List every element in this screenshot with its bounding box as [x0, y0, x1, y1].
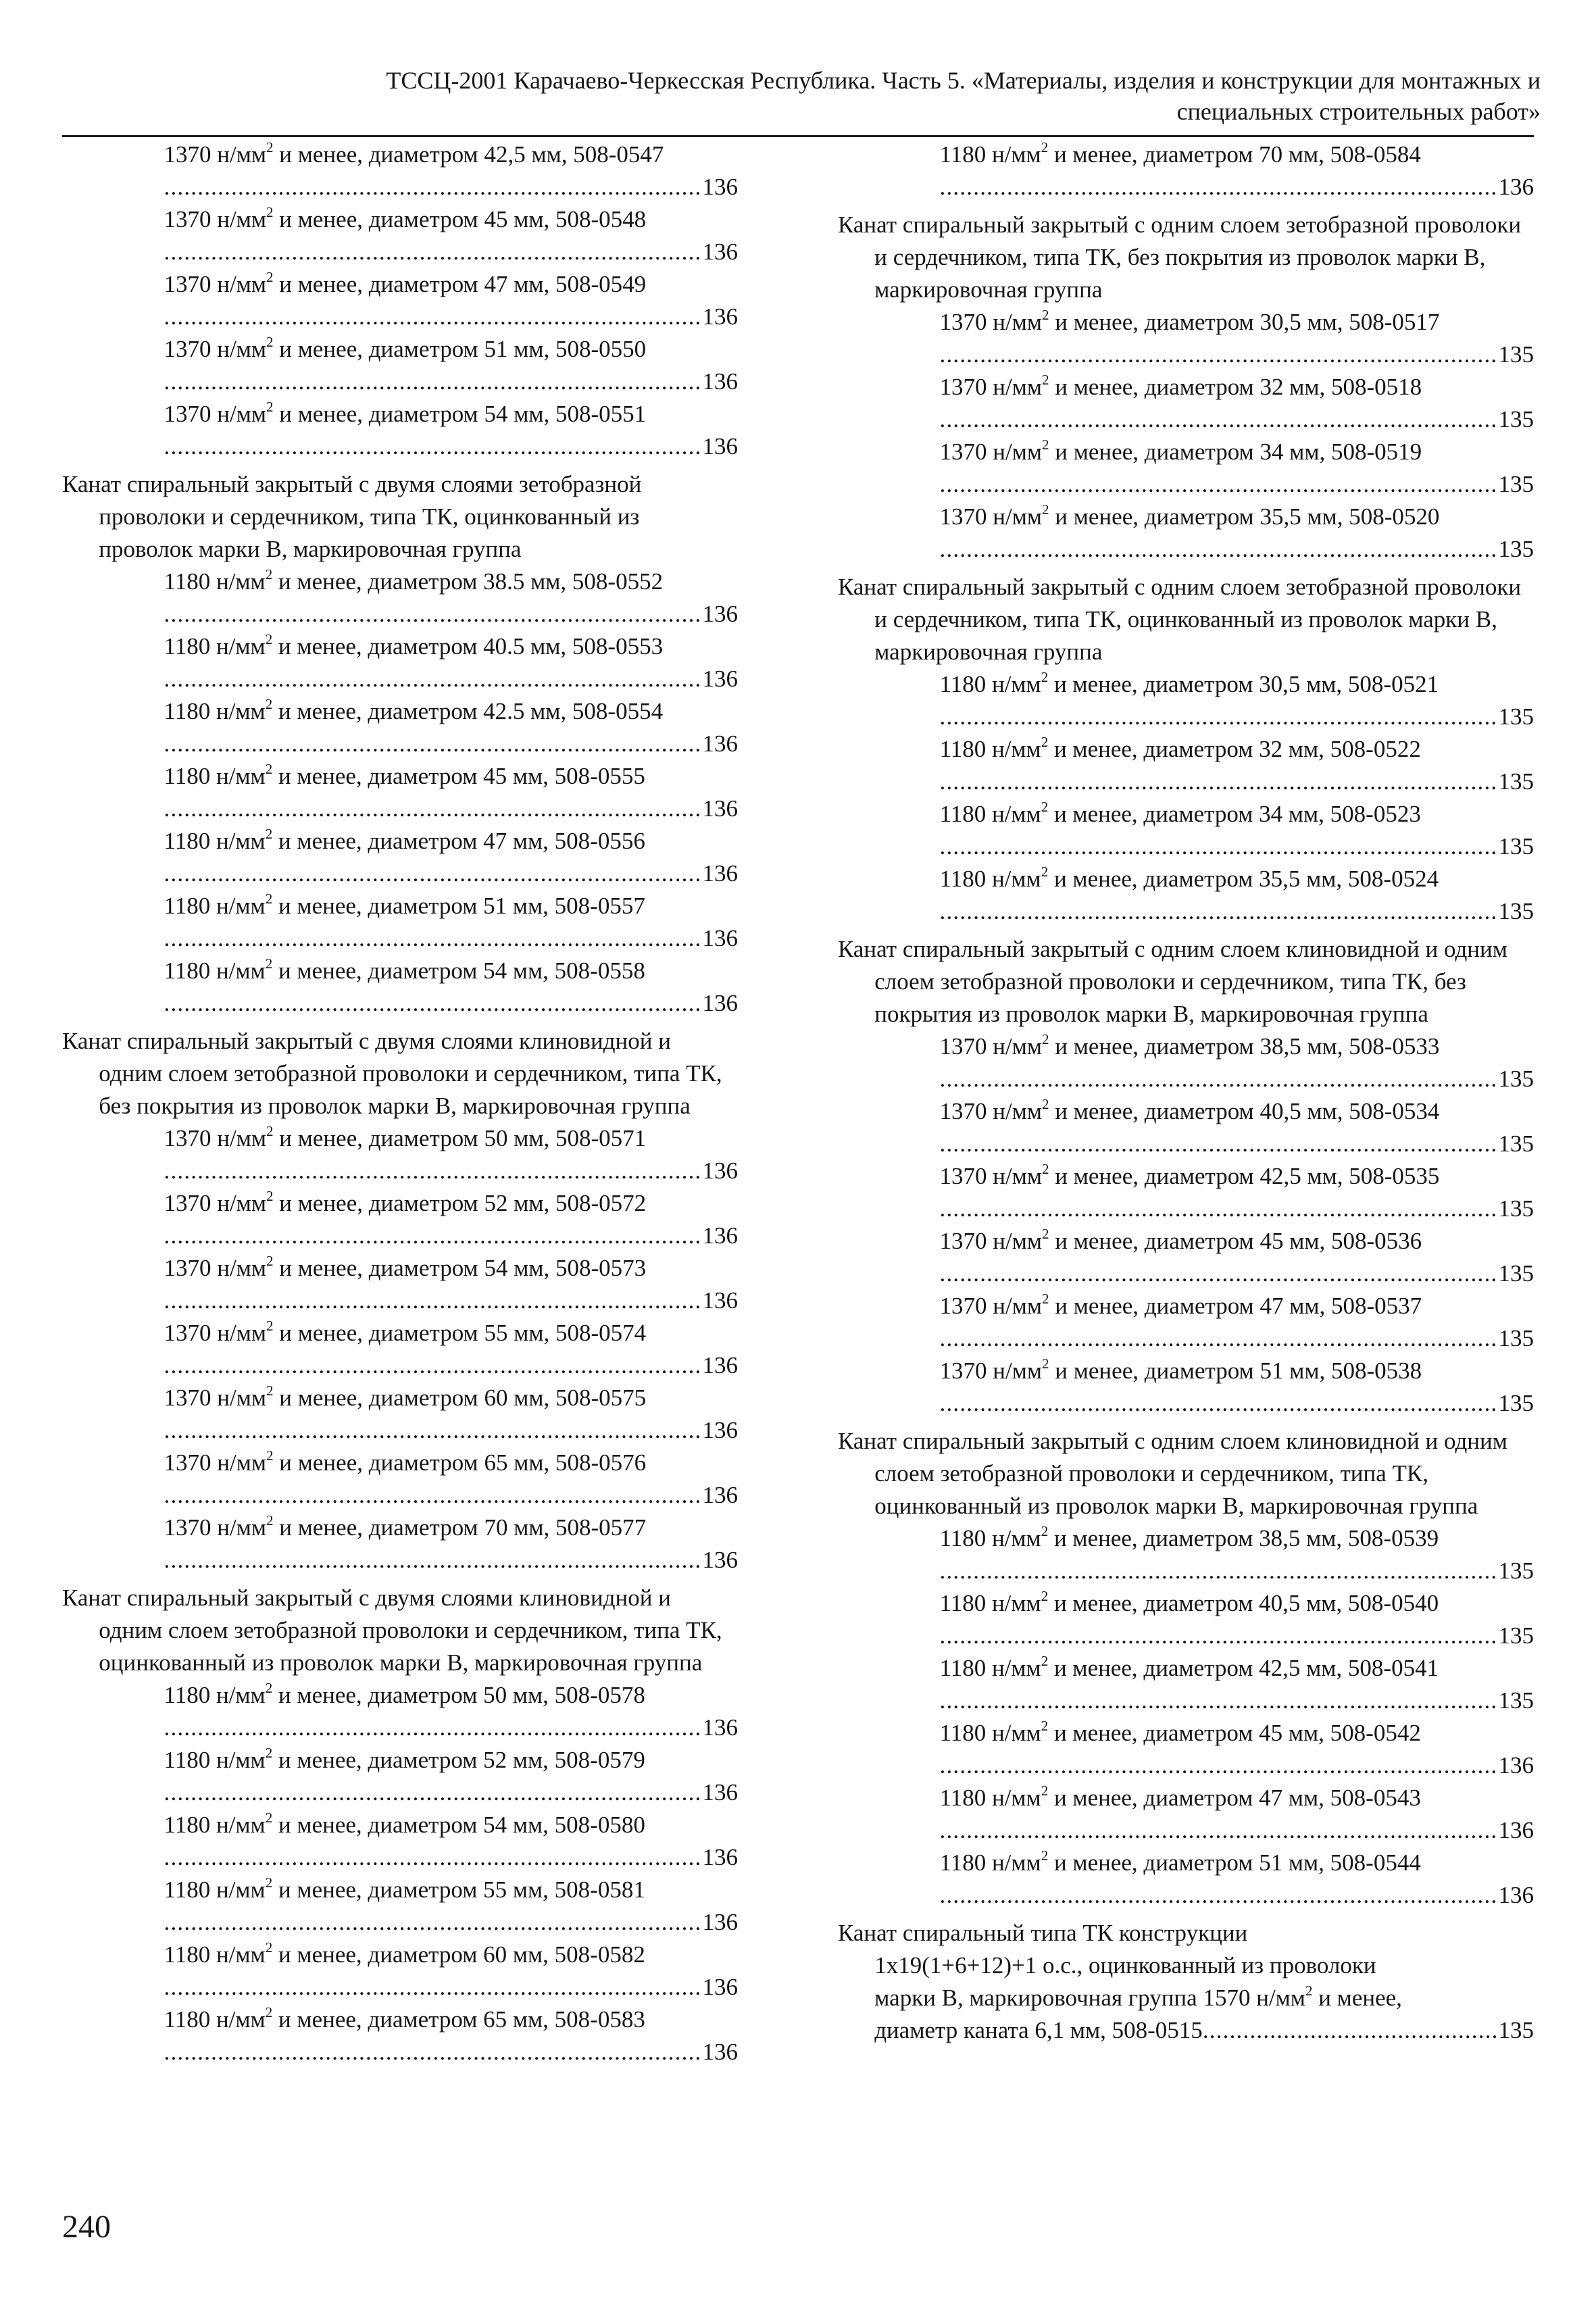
- dot-leader: [164, 793, 700, 825]
- entry-page-line: [838, 701, 1534, 733]
- entry-text: 1180 $н/мм^2$ и менее, диаметром 54 мм, 508-0558: [164, 955, 645, 984]
- entry-text: 1180 $н/мм^2$ и менее, диаметром 45 мм, 508-0542: [939, 1718, 1421, 1746]
- dot-leader: [940, 533, 1496, 566]
- dot-leader: [940, 1193, 1496, 1225]
- index-entry: [838, 1782, 1534, 1847]
- entry-page-line: [62, 857, 738, 890]
- dot-leader: [164, 2036, 700, 2068]
- entry-text: 1180 $н/мм^2$ и менее, диаметром 50 мм, 508-0578: [164, 1680, 645, 1708]
- group-title: Канат спиральный закрытый с двумя слоями зетобразной проволоки и сердечником, типа ТК, оцинкованный из проволок марки В, маркировочная группа: [62, 471, 642, 562]
- entry-page-line: [62, 1220, 738, 1252]
- index-entry: [62, 890, 738, 955]
- page-ref: 135: [1498, 768, 1534, 795]
- dot-leader: [164, 922, 700, 955]
- page-number: 240: [62, 2209, 111, 2245]
- entry-text: 1180 $н/мм^2$ и менее, диаметром 42.5 мм, 508-0554: [164, 696, 664, 724]
- dot-leader: [164, 1776, 700, 1809]
- dot-leader: [164, 1544, 700, 1576]
- index-entry: [838, 668, 1534, 733]
- page-ref: 135: [1498, 406, 1534, 432]
- index-entry: [62, 1744, 738, 1809]
- entry-page-line: [62, 1971, 738, 2003]
- entry-text: 1180 $н/мм^2$ и менее, диаметром 65 мм, 508-0583: [164, 2004, 645, 2033]
- index-entry: [62, 1679, 738, 1744]
- entry-page-line: [62, 987, 738, 1020]
- entry-page-line: [838, 830, 1534, 863]
- entry-page-line: [838, 1879, 1534, 1912]
- index-entry: [62, 2003, 738, 2068]
- index-entry: [62, 203, 738, 268]
- entry-text: 1370 $н/мм^2$ и менее, диаметром 32 мм, 508-0518: [939, 372, 1422, 400]
- dot-leader: [164, 301, 700, 333]
- index-entry: [838, 1355, 1534, 1420]
- entry-page-line: [62, 366, 738, 398]
- entry-text: 1180 $н/мм^2$ и менее, диаметром 30,5 мм, 508-0521: [939, 669, 1439, 697]
- dot-leader: [940, 1258, 1496, 1290]
- entry-text: 1370 $н/мм^2$ и менее, диаметром 35,5 мм, 508-0520: [939, 501, 1440, 530]
- page-ref: 135: [1498, 703, 1534, 730]
- entry-page-line: [62, 1712, 738, 1744]
- page-ref: 136: [702, 1352, 738, 1378]
- page-ref: 135: [1498, 1260, 1534, 1287]
- page-ref: 136: [702, 730, 738, 757]
- dot-leader: [164, 1155, 700, 1187]
- page-ref: 136: [702, 2039, 738, 2065]
- entry-page-line: [838, 1193, 1534, 1225]
- entry-text: 1370 $н/мм^2$ и менее, диаметром 60 мм, 508-0575: [164, 1383, 647, 1411]
- dot-leader: [164, 430, 700, 463]
- header-line-1: ТССЦ-2001 Карачаево-Черкесская Республика. Часть 5. «Материалы, изделия и конструкции для монтажных и: [386, 67, 1541, 94]
- final-entry-last-line: [838, 2014, 1534, 2047]
- entry-page-line: [838, 533, 1534, 566]
- entry-page-line: [62, 1349, 738, 1382]
- index-group: [62, 1582, 738, 2068]
- entry-text: 1370 $н/мм^2$ и менее, диаметром 65 мм, 508-0576: [164, 1447, 647, 1476]
- index-group: [838, 933, 1534, 1420]
- entry-page-line: [838, 1685, 1534, 1717]
- entry-page-line: [838, 468, 1534, 501]
- page-ref: 136: [702, 795, 738, 822]
- dot-leader: [164, 1220, 700, 1252]
- index-entry: [62, 630, 738, 695]
- page-ref: 136: [702, 1974, 738, 2000]
- entry-text: 1180 $н/мм^2$ и менее, диаметром 52 мм, 508-0579: [164, 1745, 645, 1773]
- entry-page-line: [62, 1841, 738, 1874]
- index-entry: [62, 333, 738, 398]
- page-ref: 136: [1498, 1817, 1534, 1843]
- page-ref: 136: [702, 239, 738, 265]
- dot-leader: [164, 1285, 700, 1317]
- index-entry: [838, 1652, 1534, 1717]
- page-ref: 136: [702, 1158, 738, 1184]
- index-entry: [62, 825, 738, 890]
- right-column: [838, 139, 1534, 2047]
- index-entry: [838, 1847, 1534, 1912]
- dot-leader: [164, 366, 700, 398]
- index-entry: [62, 1122, 738, 1187]
- entry-text: 1370 $н/мм^2$ и менее, диаметром 30,5 мм, 508-0517: [939, 307, 1440, 335]
- entry-text: 1370 $н/мм^2$ и менее, диаметром 42,5 мм, 508-0547: [164, 139, 664, 168]
- page-ref: 136: [702, 666, 738, 692]
- page-ref: 135: [1498, 1390, 1534, 1416]
- index-entry: [838, 1225, 1534, 1290]
- page-ref: 135: [1498, 1687, 1534, 1714]
- page-ref: 135: [1498, 1130, 1534, 1157]
- entry-text: 1180 $н/мм^2$ и менее, диаметром 38.5 мм, 508-0552: [164, 566, 664, 595]
- entry-page-line: [838, 1063, 1534, 1095]
- entry-page-line: [838, 895, 1534, 928]
- dot-leader: [940, 1685, 1496, 1717]
- page-ref: 135: [1498, 1622, 1534, 1649]
- index-entry: [62, 955, 738, 1020]
- index-group: [62, 468, 738, 1020]
- page-ref: 135: [1498, 898, 1534, 924]
- entry-text: 1370 $н/мм^2$ и менее, диаметром 40,5 мм, 508-0534: [939, 1096, 1440, 1124]
- entry-page-line: [62, 922, 738, 955]
- dot-leader: [164, 1349, 700, 1382]
- entry-page-line: [838, 1387, 1534, 1420]
- page-ref: 135: [1498, 1325, 1534, 1351]
- entry-text: 1180 $н/мм^2$ и менее, диаметром 42,5 мм, 508-0541: [939, 1653, 1439, 1681]
- entry-text: 1180 $н/мм^2$ и менее, диаметром 51 мм, 508-0544: [939, 1847, 1421, 1876]
- dot-leader: [940, 830, 1496, 863]
- dot-leader: [164, 598, 700, 630]
- running-header: [61, 65, 1541, 127]
- entry-page-line: [62, 171, 738, 203]
- page-ref: 135: [1498, 1195, 1534, 1222]
- entry-text: 1370 $н/мм^2$ и менее, диаметром 47 мм, 508-0549: [164, 269, 647, 297]
- index-entry: [62, 1317, 738, 1382]
- header-line-2: специальных строительных работ»: [1176, 98, 1541, 125]
- page-ref: 136: [702, 433, 738, 459]
- dot-leader: [940, 1620, 1496, 1652]
- index-entry: [838, 863, 1534, 928]
- entry-text: 1370 $н/мм^2$ и менее, диаметром 54 мм, 508-0573: [164, 1253, 647, 1281]
- entry-text: 1370 $н/мм^2$ и менее, диаметром 50 мм, 508-0571: [164, 1123, 647, 1151]
- entry-text: 1370 $н/мм^2$ и менее, диаметром 34 мм, 508-0519: [939, 437, 1422, 465]
- entry-text: 1370 $н/мм^2$ и менее, диаметром 54 мм, 508-0551: [164, 399, 647, 427]
- page-ref: 135: [1498, 1066, 1534, 1092]
- index-entry: [838, 1522, 1534, 1587]
- page-ref: 135: [1498, 536, 1534, 562]
- entry-text: 1180 $н/мм^2$ и менее, диаметром 34 мм, 508-0523: [939, 799, 1421, 827]
- index-entry: [62, 1252, 738, 1317]
- index-entry: [62, 695, 738, 760]
- index-entry: [62, 1874, 738, 1939]
- dot-leader: [940, 701, 1496, 733]
- entry-text: 1180 $н/мм^2$ и менее, диаметром 40.5 мм, 508-0553: [164, 631, 664, 659]
- group-title: Канат спиральный закрытый с одним слоем клиновидной и одним слоем зетобразной проволоки и сердечником, типа ТК, оцинкованный из проволок марки В, маркировочная группа: [838, 1428, 1507, 1519]
- page-ref: 136: [702, 174, 738, 200]
- entry-page-line: [62, 598, 738, 630]
- entry-text: 1370 $н/мм^2$ и менее, диаметром 45 мм, 508-0548: [164, 204, 647, 232]
- entry-text: 1370 $н/мм^2$ и менее, диаметром 55 мм, 508-0574: [164, 1318, 647, 1346]
- dot-leader: [164, 171, 700, 203]
- dot-leader: [940, 339, 1496, 371]
- dot-leader: [164, 857, 700, 890]
- entry-page-line: [62, 1285, 738, 1317]
- index-entry: [838, 436, 1534, 501]
- entry-text: 1370 $н/мм^2$ и менее, диаметром 52 мм, 508-0572: [164, 1188, 647, 1216]
- page-ref: 135: [1498, 2017, 1534, 2043]
- entry-text: 1370 $н/мм^2$ и менее, диаметром 51 мм, 508-0538: [939, 1355, 1422, 1384]
- dot-leader: [940, 1063, 1496, 1095]
- dot-leader: [164, 1712, 700, 1744]
- index-entry: [62, 1447, 738, 1512]
- index-entry: [62, 760, 738, 825]
- dot-leader: [164, 1971, 700, 2003]
- entry-page-line: [838, 1322, 1534, 1355]
- entry-text: 1180 $н/мм^2$ и менее, диаметром 70 мм, 508-0584: [939, 139, 1421, 168]
- group-title: Канат спиральный закрытый с одним слоем зетобразной проволоки и сердечником, типа ТК, оцинкованный из проволок марки В, маркировочная группа: [838, 574, 1522, 665]
- final-entry-title: [838, 1917, 1534, 2014]
- index-group: [62, 139, 738, 463]
- index-entry: [62, 1939, 738, 2003]
- index-entry: [838, 1160, 1534, 1225]
- index-entry: [62, 398, 738, 463]
- entry-page-line: [62, 2036, 738, 2068]
- entry-page-line: [62, 1479, 738, 1512]
- index-entry: [62, 566, 738, 630]
- entry-text: 1370 $н/мм^2$ и менее, диаметром 47 мм, 508-0537: [939, 1291, 1422, 1319]
- index-entry: [838, 371, 1534, 436]
- page-ref: 136: [702, 990, 738, 1016]
- index-entry: [838, 1717, 1534, 1782]
- dot-leader: [164, 1906, 700, 1939]
- dot-leader: [940, 895, 1496, 928]
- page-ref: 135: [1498, 833, 1534, 860]
- index-entry: [838, 733, 1534, 798]
- entry-text: 1180 $н/мм^2$ и менее, диаметром 40,5 мм, 508-0540: [939, 1588, 1439, 1616]
- entry-page-line: [838, 766, 1534, 798]
- dot-leader: [940, 766, 1496, 798]
- page-ref: 135: [1498, 471, 1534, 497]
- dot-leader: [164, 1841, 700, 1874]
- page-ref: 136: [702, 860, 738, 887]
- page-ref: 136: [702, 1714, 738, 1741]
- entry-page-line: [62, 1776, 738, 1809]
- dot-leader: [940, 1555, 1496, 1587]
- index-group: [838, 139, 1534, 203]
- final-title-line-2: 1x19(1+6+12)+1 о.с., оцинкованный из проволоки: [874, 1952, 1376, 1978]
- page-ref: 136: [702, 303, 738, 330]
- dot-leader: [164, 987, 700, 1020]
- final-entry-text: диаметр каната 6,1 мм, 508-0515: [874, 2017, 1203, 2043]
- page-ref: 136: [702, 368, 738, 395]
- entry-page-line: [62, 793, 738, 825]
- entry-page-line: [62, 1544, 738, 1576]
- left-column: [62, 139, 738, 2074]
- index-entry: [838, 1095, 1534, 1160]
- index-entry: [62, 268, 738, 333]
- index-entry: [838, 1290, 1534, 1355]
- dot-leader: [940, 468, 1496, 501]
- dot-leader: [940, 1128, 1496, 1160]
- page-ref: 136: [1498, 174, 1534, 200]
- dot-leader: [940, 403, 1496, 436]
- index-group: [62, 1025, 738, 1576]
- entry-text: 1370 $н/мм^2$ и менее, диаметром 45 мм, 508-0536: [939, 1226, 1422, 1254]
- entry-page-line: [62, 301, 738, 333]
- page-ref: 136: [702, 1909, 738, 1935]
- page-ref: 136: [702, 1287, 738, 1314]
- page-ref: 135: [1498, 1558, 1534, 1584]
- index-entry: [838, 501, 1534, 566]
- entry-text: 1180 $н/мм^2$ и менее, диаметром 55 мм, 508-0581: [164, 1874, 645, 1903]
- dot-leader: [940, 1814, 1496, 1847]
- index-entry: [838, 1030, 1534, 1095]
- entry-text: 1180 $н/мм^2$ и менее, диаметром 45 мм, 508-0555: [164, 761, 645, 789]
- group-title: Канат спиральный закрытый с двумя слоями клиновидной и одним слоем зетобразной проволоки и сердечником, типа ТК, без покрытия из проволок марки В, маркировочная группа: [62, 1028, 722, 1119]
- index-entry: [838, 139, 1534, 203]
- entry-page-line: [62, 1414, 738, 1447]
- dot-leader: [940, 171, 1496, 203]
- entry-page-line: [838, 403, 1534, 436]
- entry-page-line: [62, 236, 738, 268]
- group-title: Канат спиральный закрытый с двумя слоями клиновидной и одним слоем зетобразной проволоки и сердечником, типа ТК, оцинкованный из проволок марки В, маркировочная группа: [62, 1585, 722, 1676]
- dot-leader: [1203, 2014, 1496, 2047]
- entry-page-line: [62, 728, 738, 760]
- entry-text: 1370 $н/мм^2$ и менее, диаметром 70 мм, 508-0577: [164, 1512, 647, 1541]
- dot-leader: [164, 1479, 700, 1512]
- entry-page-line: [838, 1555, 1534, 1587]
- dot-leader: [940, 1322, 1496, 1355]
- entry-page-line: [838, 339, 1534, 371]
- entry-text: 1180 $н/мм^2$ и менее, диаметром 47 мм, 508-0556: [164, 826, 645, 854]
- page-ref: 136: [702, 1222, 738, 1249]
- index-entry: [62, 1187, 738, 1252]
- dot-leader: [164, 728, 700, 760]
- index-entry: [62, 1512, 738, 1576]
- entry-page-line: [838, 1620, 1534, 1652]
- page-ref: 136: [1498, 1752, 1534, 1778]
- entry-text: 1180 $н/мм^2$ и менее, диаметром 35,5 мм, 508-0524: [939, 864, 1439, 892]
- index-group: [838, 1425, 1534, 1912]
- dot-leader: [164, 663, 700, 695]
- dot-leader: [164, 236, 700, 268]
- index-entry: [838, 798, 1534, 863]
- entry-text: 1180 $н/мм^2$ и менее, диаметром 47 мм, 508-0543: [939, 1783, 1421, 1811]
- group-title: Канат спиральный закрытый с одним слоем клиновидной и одним слоем зетобразной проволоки и сердечником, типа ТК, без покрытия из проволок марки В, маркировочная группа: [838, 936, 1507, 1027]
- entry-text: 1180 $н/мм^2$ и менее, диаметром 60 мм, 508-0582: [164, 1939, 645, 1968]
- entry-page-line: [62, 1155, 738, 1187]
- entry-page-line: [838, 1128, 1534, 1160]
- page-ref: 136: [1498, 1882, 1534, 1908]
- index-entry: [62, 1809, 738, 1874]
- page-ref: 136: [702, 1547, 738, 1573]
- page-ref: 136: [702, 925, 738, 951]
- index-entry: [838, 1587, 1534, 1652]
- entry-text: 1180 $н/мм^2$ и менее, диаметром 54 мм, 508-0580: [164, 1810, 645, 1838]
- entry-page-line: [62, 1906, 738, 1939]
- entry-page-line: [838, 171, 1534, 203]
- page-ref: 136: [702, 601, 738, 627]
- dot-leader: [940, 1879, 1496, 1912]
- entry-page-line: [62, 430, 738, 463]
- entry-page-line: [62, 663, 738, 695]
- entry-page-line: [838, 1814, 1534, 1847]
- index-entry: [838, 306, 1534, 371]
- final-title-line-1: Канат спиральный типа ТК конструкции: [838, 1920, 1248, 1946]
- right-column-groups: [838, 139, 1534, 1912]
- group-title: Канат спиральный закрытый с одним слоем зетобразной проволоки и сердечником, типа ТК, без покрытия из проволок марки В, маркировочная группа: [838, 211, 1522, 303]
- entry-page-line: [838, 1749, 1534, 1782]
- index-group: [838, 571, 1534, 928]
- page-ref: 136: [702, 1844, 738, 1870]
- final-entry: [838, 1917, 1534, 2047]
- entry-text: 1180 $н/мм^2$ и менее, диаметром 32 мм, 508-0522: [939, 734, 1421, 762]
- page-ref: 136: [702, 1482, 738, 1508]
- index-group: [838, 209, 1534, 566]
- entry-text: 1180 $н/мм^2$ и менее, диаметром 51 мм, 508-0557: [164, 891, 645, 919]
- header-rule: [62, 135, 1534, 137]
- entry-text: 1180 $н/мм^2$ и менее, диаметром 38,5 мм, 508-0539: [939, 1523, 1439, 1551]
- dot-leader: [940, 1749, 1496, 1782]
- entry-page-line: [838, 1258, 1534, 1290]
- page-ref: 136: [702, 1417, 738, 1443]
- entry-text: 1370 $н/мм^2$ и менее, диаметром 42,5 мм, 508-0535: [939, 1161, 1440, 1189]
- page-ref: 136: [702, 1779, 738, 1806]
- entry-text: 1370 $н/мм^2$ и менее, диаметром 51 мм, 508-0550: [164, 334, 647, 362]
- index-entry: [62, 139, 738, 203]
- entry-text: 1370 $н/мм^2$ и менее, диаметром 38,5 мм, 508-0533: [939, 1031, 1440, 1060]
- dot-leader: [940, 1387, 1496, 1420]
- page-ref: 135: [1498, 341, 1534, 368]
- dot-leader: [164, 1414, 700, 1447]
- final-title-line-3: марки В, маркировочная группа 1570 $н/мм^2$ и менее,: [874, 1983, 1402, 2011]
- index-entry: [62, 1382, 738, 1447]
